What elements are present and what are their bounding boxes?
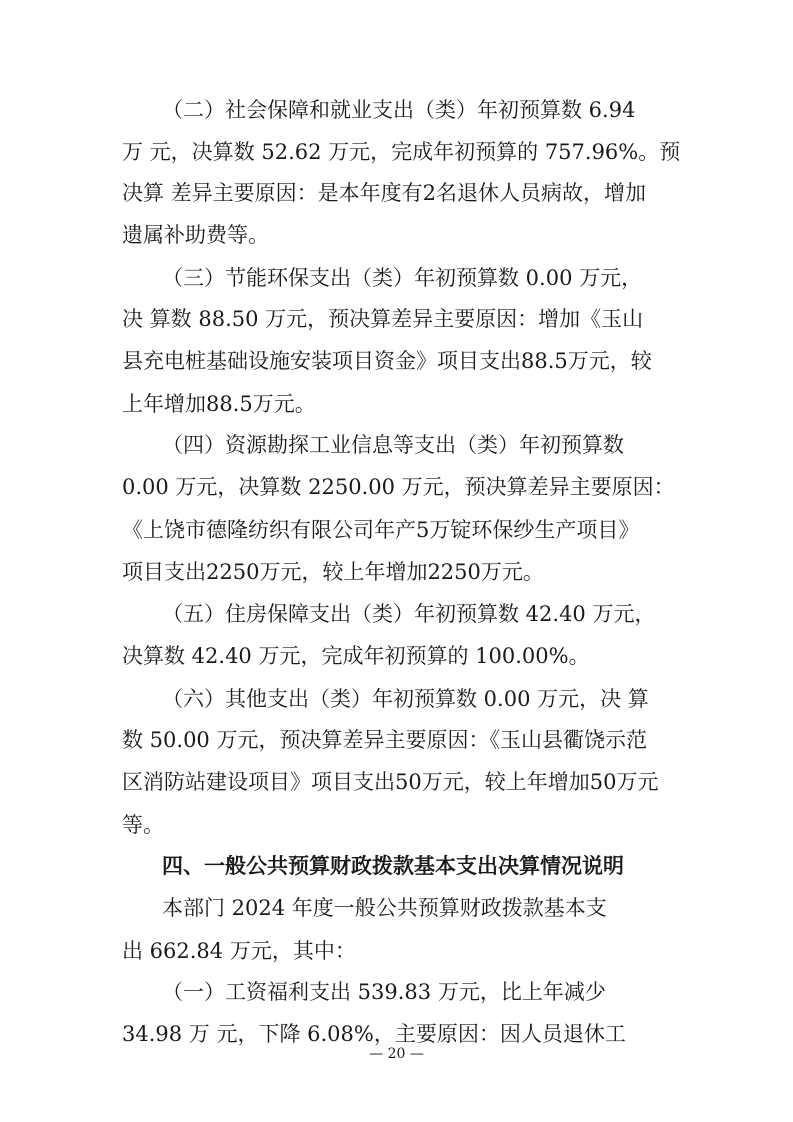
text-line: 0.00 万元，决算数 2250.00 万元，预决算差异主要原因： — [122, 475, 675, 499]
text-line: 遗属补助费等。 — [122, 223, 269, 247]
text-line: 数 50.00 万元，预决算差异主要原因：《玉山县衢饶示范 — [122, 728, 647, 752]
text-line: 项目支出2250万元，较上年增加2250万元。 — [122, 560, 544, 584]
text-line: 出 662.84 万元，其中： — [122, 939, 356, 963]
text-line: （一）工资福利支出 539.83 万元，比上年减少 — [162, 980, 606, 1004]
text-line: 等。 — [122, 813, 164, 837]
text-line: 上年增加88.5万元。 — [122, 392, 316, 416]
text-line: 决算 差异主要原因：是本年度有2名退休人员病故，增加 — [122, 181, 647, 205]
text-line: 本部门 2024 年度一般公共预算财政拨款基本支 — [162, 896, 607, 920]
page-number: — 20 — — [369, 1046, 424, 1062]
section-heading: 四、一般公共预算财政拨款基本支出决算情况说明 — [162, 854, 624, 878]
text-line: 万 元，决算数 52.62 万元，完成年初预算的 757.96%。预 — [122, 140, 681, 164]
text-line: 《上饶市德隆纺织有限公司年产5万锭环保纱生产项目》 — [122, 518, 640, 542]
text-line: （四）资源勘探工业信息等支出（类）年初预算数 — [162, 433, 624, 457]
text-line: 决算数 42.40 万元，完成年初预算的 100.00%。 — [122, 644, 590, 668]
text-line: 区消防站建设项目》项目支出50万元，较上年增加50万元 — [122, 770, 659, 794]
text-line: 决 算数 88.50 万元，预决算差异主要原因：增加《玉山 — [122, 307, 644, 331]
text-line: （六）其他支出（类）年初预算数 0.00 万元，决 算 — [162, 687, 649, 711]
text-line: 34.98 万 元，下降 6.08%，主要原因：因人员退休工 — [122, 1022, 626, 1046]
text-line: 县充电桩基础设施安装项目资金》项目支出88.5万元，较 — [122, 349, 652, 373]
text-line: （三）节能环保支出（类）年初预算数 0.00 万元， — [162, 266, 643, 290]
text-line: （五）住房保障支出（类）年初预算数 42.40 万元， — [162, 602, 656, 626]
text-line: （二）社会保障和就业支出（类）年初预算数 6.94 — [162, 98, 636, 122]
